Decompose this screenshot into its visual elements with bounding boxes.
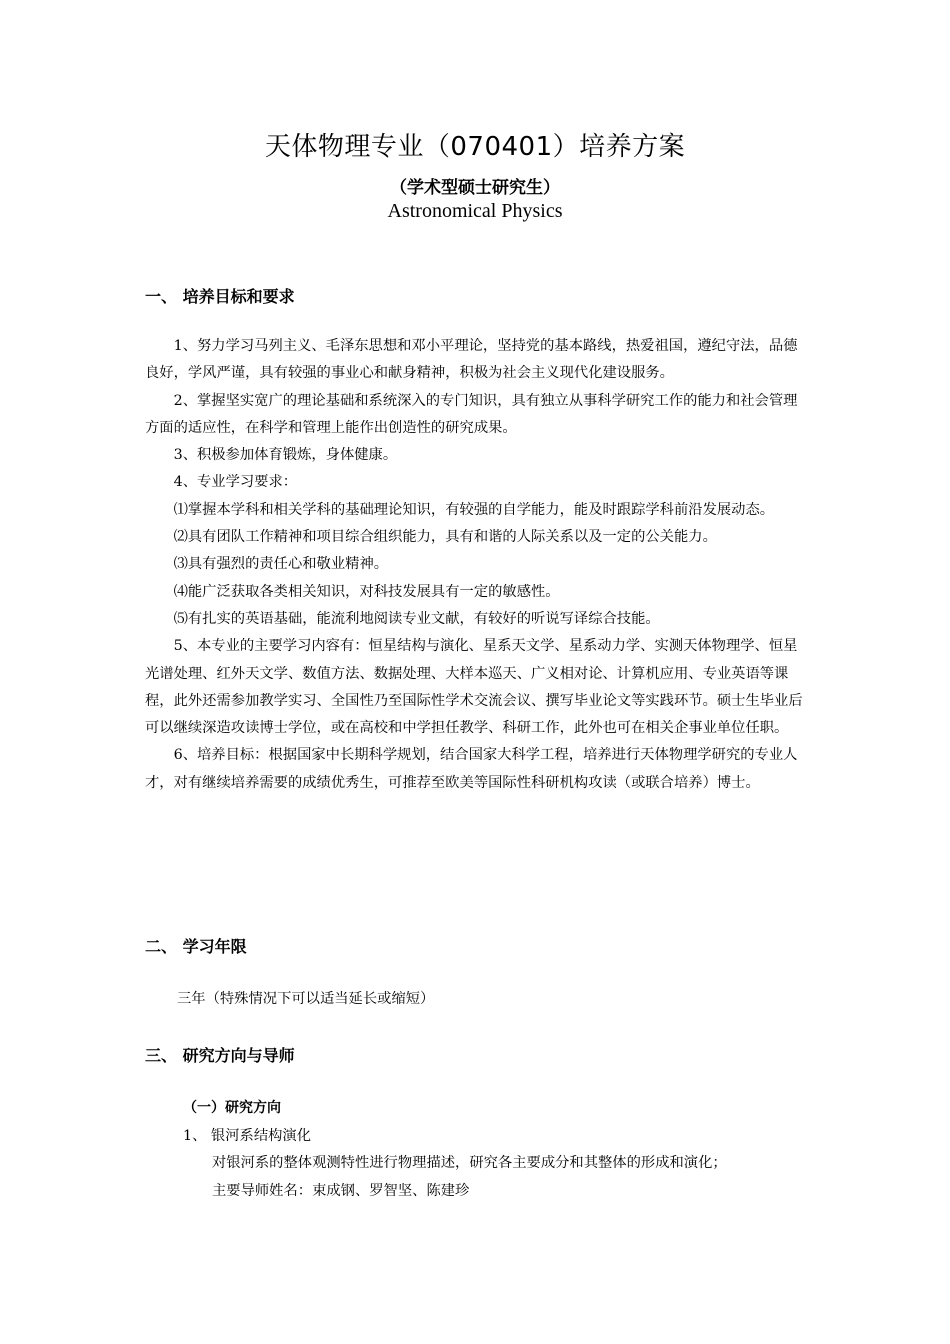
document-title: 天体物理专业（070401）培养方案 (264, 132, 686, 162)
direction-advisors: 主要导师姓名：束成钢、罗智坚、陈建珍 (212, 1183, 470, 1199)
paragraph: ⑴掌握本学科和相关学科的基础理论知识，有较强的自学能力，能及时跟踪学科前沿发展动态。 (173, 501, 775, 518)
paragraph: 1、努力学习马列主义、毛泽东思想和邓小平理论，坚持党的基本路线，热爱祖国，遵纪守法，品德良好，学风严谨，具有较强的事业心和献身精神，积极为社会主义现代化建设服务。 (145, 338, 798, 382)
paragraph: 3、积极参加体育锻炼，身体健康。 (173, 447, 398, 464)
section1-body (145, 333, 810, 797)
paragraph: 5、本专业的主要学习内容有：恒星结构与演化、星系天文学、星系动力学、实测天体物理学、恒星光谱处理、红外天文学、数值方法、数据处理、大样本巡天、广义相对论、计算机应用、专业英语等课程，此外还需参加教学实习、全国性乃至国际性学术交流会议、撰写毕业论文等实践环节。硕士生毕业后可以继续深造攻读博士学位，或在高校和中学担任教学、科研工作，此外也可在相关企事业单位任职。 (145, 638, 803, 737)
section2-heading: 二、 学习年限 (145, 937, 247, 956)
direction-description: 对银河系的整体观测特性进行物理描述，研究各主要成分和其整体的形成和演化； (212, 1155, 727, 1171)
paragraph: 6、培养目标：根据国家中长期科学规划，结合国家大科学工程，培养进行天体物理学研究的专业人才，对有继续培养需要的成绩优秀生，可推荐至欧美等国际性科研机构攻读（或联合培养）博士。 (145, 747, 798, 791)
section3-heading: 三、 研究方向与导师 (145, 1046, 295, 1065)
section1-heading: 一、 培养目标和要求 (145, 287, 295, 306)
paragraph: 4、专业学习要求： (173, 474, 298, 491)
study-duration: 三年（特殊情况下可以适当延长或缩短） (177, 991, 435, 1007)
research-directions-heading: （一）研究方向 (183, 1100, 281, 1116)
paragraph: ⑵具有团队工作精神和项目综合组织能力，具有和谐的人际关系以及一定的公关能力。 (173, 529, 717, 546)
paragraph: ⑸有扎实的英语基础，能流利地阅读专业文献，有较好的听说写译综合技能。 (173, 610, 660, 627)
paragraph: 2、掌握坚实宽广的理论基础和系统深入的专门知识，具有独立从事科学研究工作的能力和社会管理方面的适应性，在科学和管理上能作出创造性的研究成果。 (145, 392, 798, 436)
paragraph: ⑷能广泛获取各类相关知识，对科技发展具有一定的敏感性。 (173, 583, 560, 600)
english-title: Astronomical Physics (387, 200, 563, 222)
direction-title: 1、 银河系结构演化 (183, 1128, 312, 1144)
document-subtitle: （学术型硕士研究生） (390, 178, 560, 198)
paragraph: ⑶具有强烈的责任心和敬业精神。 (173, 556, 389, 573)
